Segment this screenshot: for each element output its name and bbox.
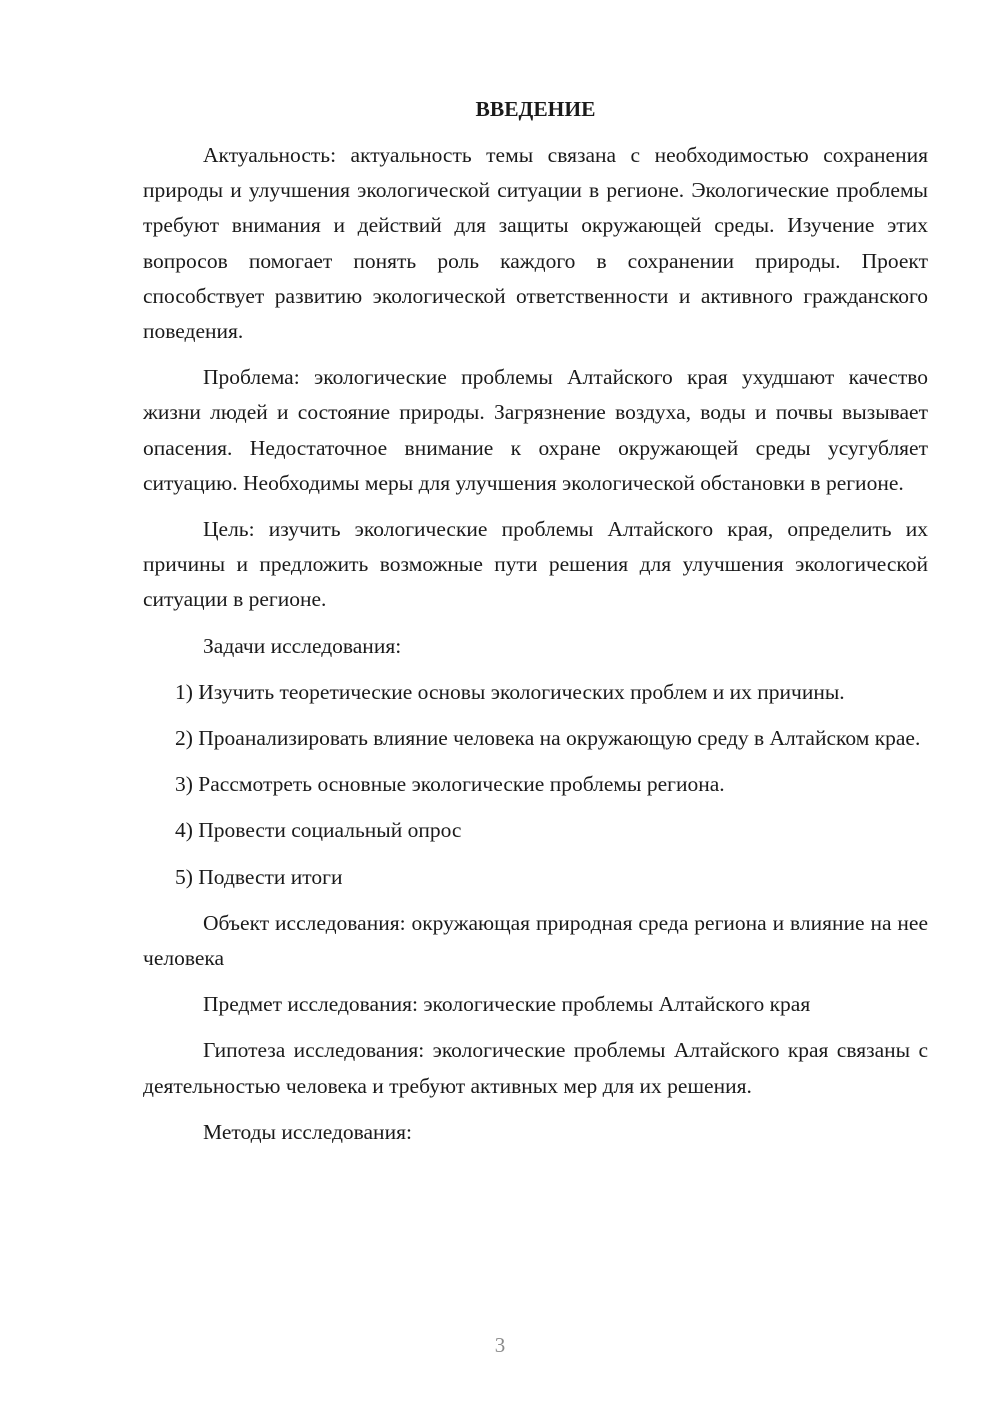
- methods-heading: Методы исследования:: [203, 1119, 412, 1144]
- paragraph-relevance: Актуальность: актуальность темы связана с необходимостью сохранения природы и улучшения экологической ситуации в регионе. Экологические проблемы требуют внимания и действий для защиты окружающей среды. Изучение этих вопросов помогает понять роль каждого в сохранении природы. Проект способствует развитию экологической ответственности и активного гражданского поведения.: [143, 143, 928, 344]
- document-page: [143, 92, 928, 1161]
- page-number: 3: [494, 1333, 506, 1357]
- list-item-task-5: 5) Подвести итоги: [175, 864, 343, 889]
- paragraph-object: Объект исследования: окружающая природная среда региона и влияние на нее человека: [143, 910, 928, 971]
- list-item-task-2: 2) Проанализировать влияние человека на окружающую среду в Алтайском крае.: [175, 726, 921, 751]
- paragraph-problem: Проблема: экологические проблемы Алтайского края ухудшают качество жизни людей и состояние природы. Загрязнение воздуха, воды и почвы вызывает опасения. Недостаточное внимание к охране окружающей среды усугубляет ситуацию. Необходимы меры для улучшения экологической обстановки в регионе.: [143, 365, 928, 495]
- list-item-task-4: 4) Провести социальный опрос: [175, 818, 462, 843]
- list-item-task-1: 1) Изучить теоретические основы экологических проблем и их причины.: [175, 679, 845, 704]
- tasks-heading: Задачи исследования:: [203, 633, 402, 658]
- list-item-task-3: 3) Рассмотреть основные экологические проблемы региона.: [175, 772, 725, 797]
- paragraph-subject: Предмет исследования: экологические проблемы Алтайского края: [203, 992, 811, 1017]
- paragraph-goal: Цель: изучить экологические проблемы Алтайского края, определить их причины и предложить возможные пути решения для улучшения экологической ситуации в регионе.: [143, 517, 928, 612]
- paragraph-hypothesis: Гипотеза исследования: экологические проблемы Алтайского края связаны с деятельностью человека и требуют активных мер для их решения.: [143, 1038, 928, 1098]
- tasks-list: [143, 675, 928, 895]
- section-title: ВВЕДЕНИЕ: [475, 97, 596, 121]
